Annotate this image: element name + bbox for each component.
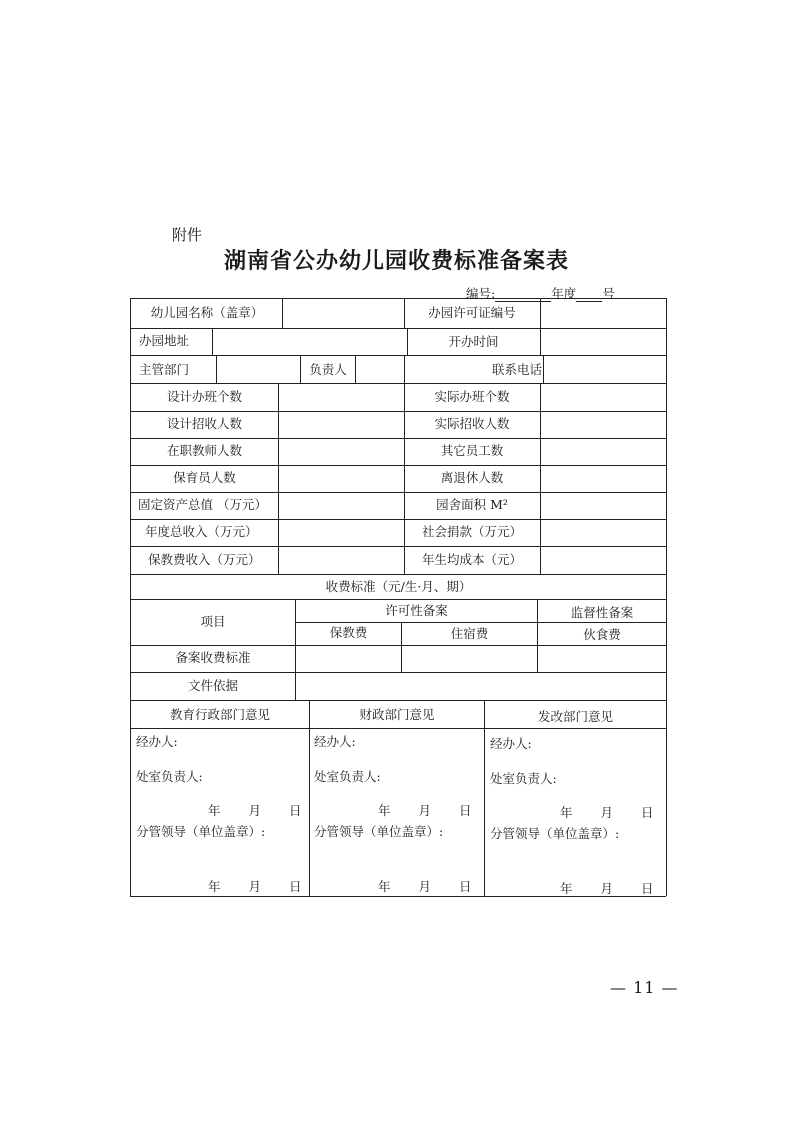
- finance-office-head: 处室负责人:: [314, 769, 381, 784]
- teachers-label: 在职教师人数: [166, 443, 242, 458]
- reform-date-1: 年 月 日: [560, 805, 654, 820]
- code-year: 年度: [551, 286, 577, 301]
- education-handler: 经办人:: [136, 734, 178, 749]
- supervisory-filing-label: 监督性备案: [570, 605, 634, 620]
- fee-section-title: 收费标准（元/生·月、期）: [325, 579, 472, 594]
- finance-handler: 经办人:: [314, 734, 356, 749]
- item-label: 项目: [200, 614, 226, 629]
- actual-enrollment-label: 实际招收人数: [434, 416, 510, 431]
- annual-income-label: 年度总收入（万元）: [145, 524, 258, 539]
- design-enrollment-label: 设计招收人数: [166, 416, 242, 431]
- attachment-label: 附件: [172, 226, 203, 244]
- tuition-fee-label: 保教费: [329, 625, 368, 640]
- kindergarten-name-label: 幼儿园名称（盖章）: [150, 305, 264, 320]
- supervising-dept-label: 主管部门: [139, 362, 190, 377]
- document-basis-label: 文件依据: [187, 678, 238, 693]
- reform-dept-opinion-label: 发改部门意见: [537, 709, 613, 724]
- retirees-label: 离退休人数: [440, 470, 504, 485]
- boarding-fee-label: 住宿费: [450, 626, 489, 641]
- education-date-1: 年 月 日: [208, 803, 302, 818]
- design-classes-label: 设计办班个数: [166, 389, 242, 404]
- license-number-label: 办园许可证编号: [428, 305, 516, 320]
- donations-label: 社会捐款（万元）: [421, 524, 522, 539]
- actual-classes-label: 实际办班个数: [434, 389, 510, 404]
- fixed-assets-label: 固定资产总值 （万元）: [138, 497, 267, 512]
- reform-handler: 经办人:: [490, 736, 532, 751]
- other-staff-label: 其它员工数: [440, 443, 504, 458]
- finance-date-2: 年 月 日: [378, 879, 472, 894]
- filed-standard-label: 备案收费标准: [175, 650, 251, 665]
- reform-leader: 分管领导（单位盖章）:: [490, 826, 620, 841]
- open-time-label: 开办时间: [448, 334, 499, 349]
- finance-leader: 分管领导（单位盖章）:: [314, 824, 444, 839]
- reform-office-head: 处室负责人:: [490, 771, 557, 786]
- reform-date-2: 年 月 日: [560, 881, 654, 896]
- finance-date-1: 年 月 日: [378, 803, 472, 818]
- person-in-charge-label: 负责人: [309, 362, 347, 377]
- cost-per-student-label: 年生均成本（元）: [421, 552, 522, 567]
- page-title: 湖南省公办幼儿园收费标准备案表: [223, 248, 569, 274]
- building-area-label: 园舍面积 M²: [436, 497, 508, 512]
- tuition-income-label: 保教费收入（万元）: [148, 552, 261, 567]
- code-prefix: 编号:: [466, 286, 496, 301]
- caregivers-label: 保育员人数: [173, 470, 236, 485]
- meal-fee-label: 伙食费: [583, 627, 621, 642]
- education-date-2: 年 月 日: [208, 879, 302, 894]
- phone-label: 联系电话: [491, 362, 542, 377]
- education-office-head: 处室负责人:: [136, 769, 203, 784]
- education-dept-opinion-label: 教育行政部门意见: [169, 707, 270, 722]
- address-label: 办园地址: [139, 333, 190, 348]
- page-number: — 11 —: [610, 978, 679, 997]
- education-leader: 分管领导（单位盖章）:: [136, 824, 266, 839]
- license-filing-label: 许可性备案: [385, 603, 448, 618]
- finance-dept-opinion-label: 财政部门意见: [359, 707, 435, 722]
- code-no: 号: [602, 286, 615, 301]
